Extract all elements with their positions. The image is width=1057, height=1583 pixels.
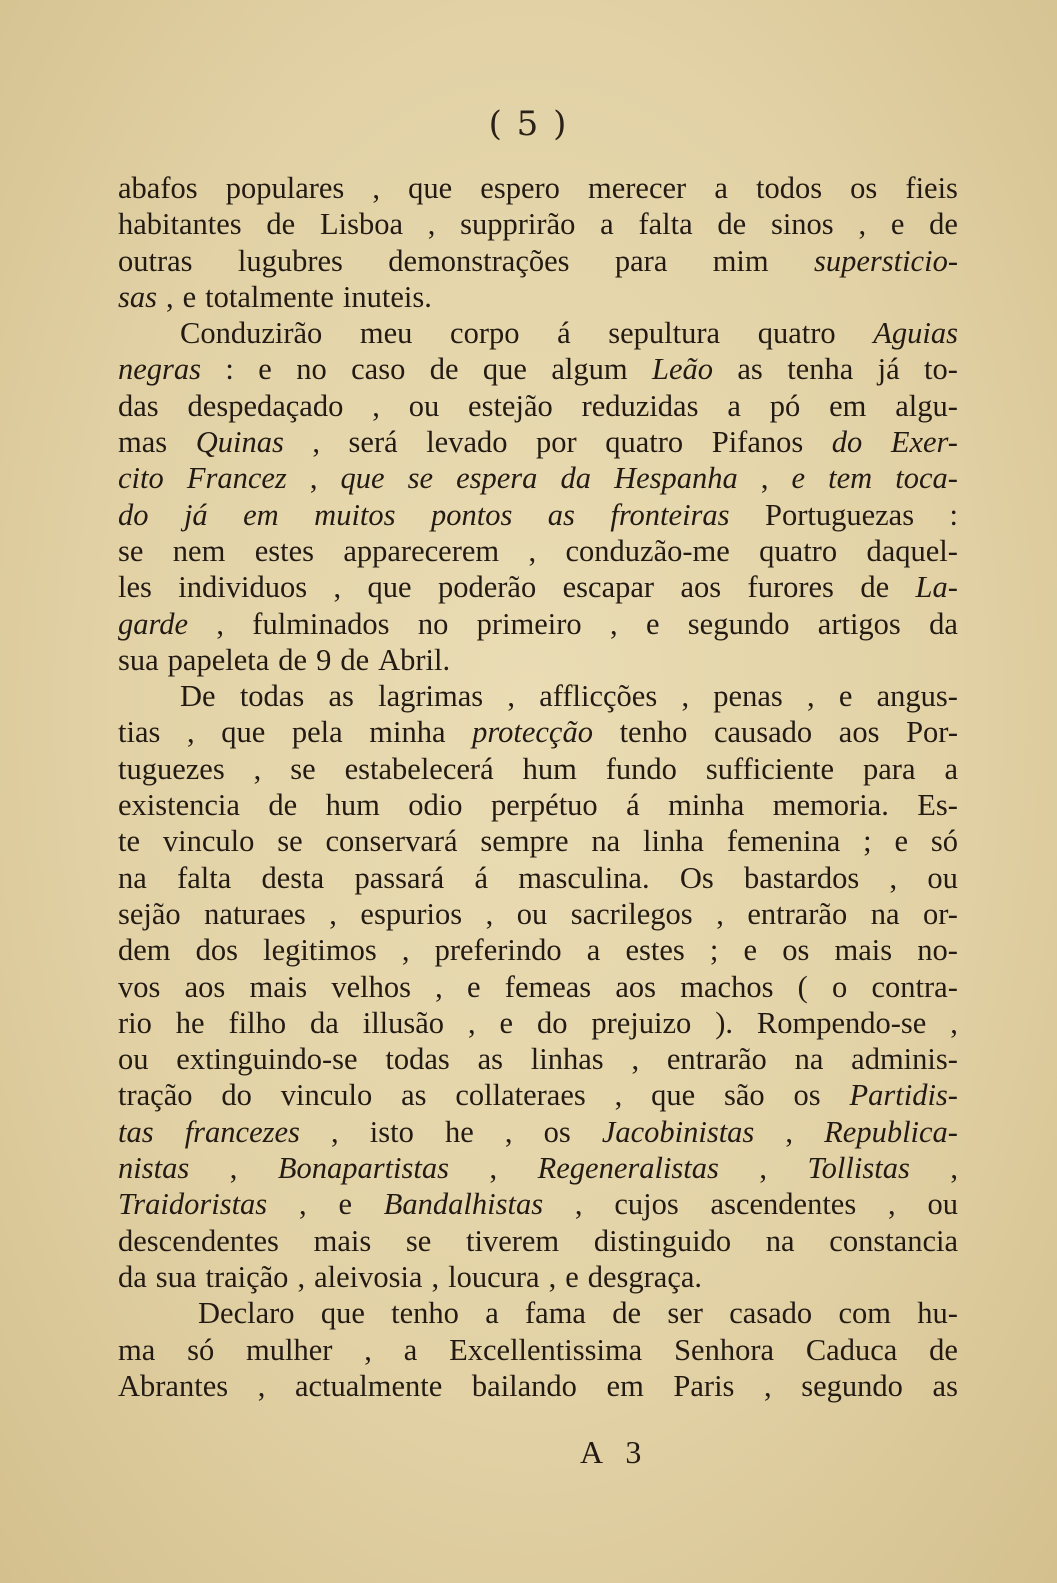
text-line: De todas as lagrimas , afflicções , penas , e angus-: [180, 679, 958, 714]
text-line: garde , fulminados no primeiro , e segundo artigos da: [118, 606, 958, 641]
text-line: descendentes mais se tiverem distinguido na constancia: [118, 1223, 958, 1258]
text-line: mas Quinas , será levado por quatro Pifanos do Exer-: [118, 425, 958, 460]
body-text: [118, 170, 958, 1404]
text-line: existencia de hum odio perpétuo á minha memoria. Es-: [118, 788, 958, 823]
signature-mark: A 3: [580, 1434, 650, 1470]
text-line: se nem estes apparecerem , conduzão-me quatro daquel-: [118, 533, 958, 568]
text-line: Declaro que tenho a fama de ser casado com hu-: [198, 1296, 958, 1331]
text-line: tração do vinculo as collateraes , que são os Partidis-: [118, 1078, 958, 1113]
text-line: dem dos legitimos , preferindo a estes ; e os mais no-: [118, 933, 958, 968]
text-line: tuguezes , se estabelecerá hum fundo sufficiente para a: [118, 751, 958, 786]
text-line: ou extinguindo-se todas as linhas , entrarão na adminis-: [118, 1042, 958, 1077]
text-line: sas , e totalmente inuteis.: [118, 279, 432, 314]
text-line: abafos populares , que espero merecer a todos os fieis: [118, 171, 958, 205]
text-line: sejão naturaes , espurios , ou sacrilegos , entrarão na or-: [118, 896, 958, 931]
text-line: rio he filho da illusão , e do prejuizo ). Rompendo-se ,: [118, 1005, 958, 1040]
text-line: das despedaçado , ou estejão reduzidas a pó em algu-: [118, 388, 958, 423]
text-line: te vinculo se conservará sempre na linha femenina ; e só: [118, 824, 958, 859]
page-number: ( 5 ): [488, 104, 569, 144]
text-line: Abrantes , actualmente bailando em Paris , segundo as: [118, 1368, 958, 1403]
text-line: Conduzirão meu corpo á sepultura quatro Aguias: [180, 316, 958, 351]
text-line: do já em muitos pontos as fronteiras Portuguezas :: [118, 497, 958, 532]
text-line: nistas , Bonapartistas , Regeneralistas , Tollistas ,: [118, 1151, 958, 1186]
text-line: vos aos mais velhos , e femeas aos machos ( o contra-: [118, 969, 958, 1004]
text-line: outras lugubres demonstrações para mim supersticio-: [118, 243, 958, 278]
text-line: tias , que pela minha protecção tenho causado aos Por-: [118, 715, 958, 750]
text-line: sua papeleta de 9 de Abril.: [118, 642, 451, 677]
text-line: da sua traição , aleivosia , loucura , e desgraça.: [118, 1259, 703, 1294]
text-line: na falta desta passará á masculina. Os bastardos , ou: [118, 860, 958, 895]
text-line: cito Francez , que se espera da Hespanha , e tem toca-: [118, 461, 958, 496]
text-line: ma só mulher , a Excellentissima Senhora Caduca de: [118, 1332, 958, 1367]
text-line: negras : e no caso de que algum Leão as tenha já to-: [118, 352, 958, 387]
text-line: Traidoristas , e Bandalhistas , cujos ascendentes , ou: [118, 1187, 958, 1222]
text-line: les individuos , que poderão escapar aos furores de La-: [118, 570, 958, 605]
text-line: tas francezes , isto he , os Jacobinistas , Republica-: [118, 1114, 958, 1149]
text-line: habitantes de Lisboa , supprirão a falta de sinos , e de: [118, 207, 958, 242]
